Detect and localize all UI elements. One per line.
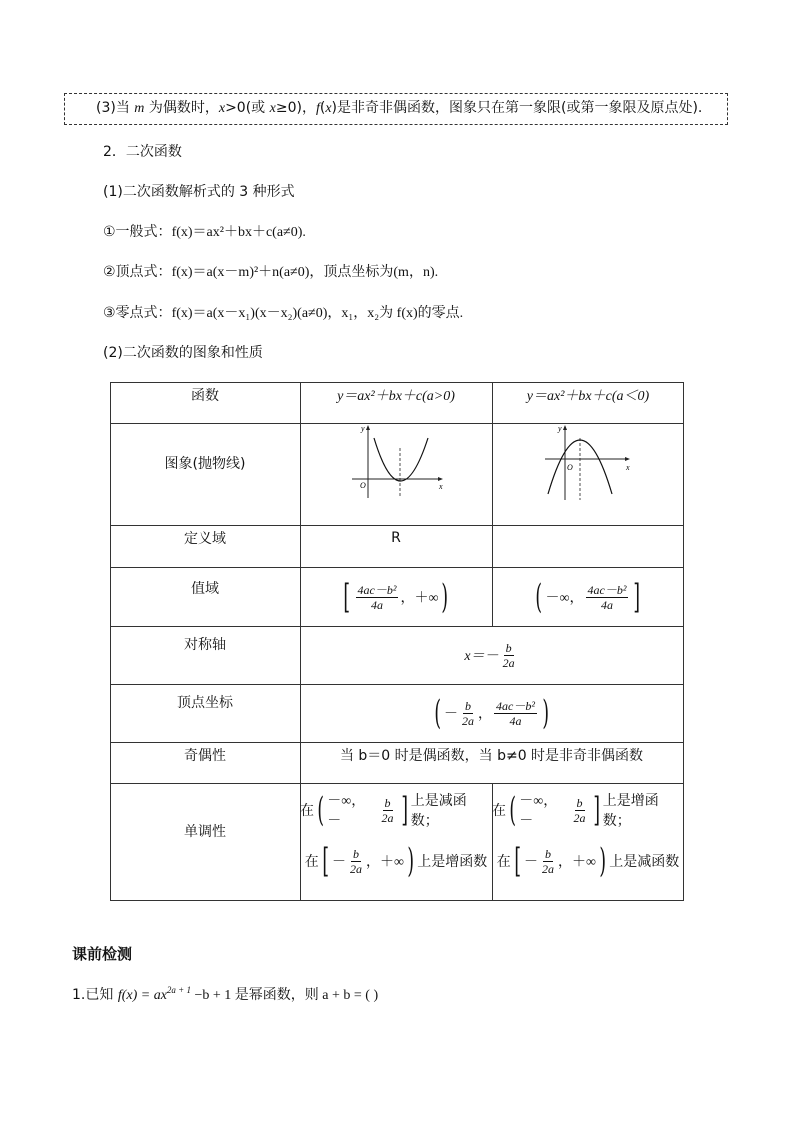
axis-value: x＝－ $\frac{b}{2a}$ xyxy=(464,640,515,670)
quadratic-table xyxy=(110,382,684,901)
mono-neg-increasing: 在 ( －∞，－ $\frac{b}{2a}$ ] 上是增函数； xyxy=(492,790,659,830)
mono-pos-decreasing: 在 ( －∞，－ $\frac{b}{2a}$ ] 上是减函数； xyxy=(300,790,467,830)
graph1-y-label: y xyxy=(361,424,365,433)
graph2-x-label: x xyxy=(626,463,630,472)
row-label-mono: 单调性 xyxy=(184,824,226,840)
form-vertex: ②顶点式：f(x)＝a(x－m)²＋n(a≠0)，顶点坐标为(m，n). xyxy=(103,264,439,280)
row-label-parity: 奇偶性 xyxy=(184,748,226,764)
parity-value: 当 b＝0 时是偶函数，当 b≠0 时是非奇非偶函数 xyxy=(339,748,644,764)
section-heading: 2．二次函数 xyxy=(103,144,182,160)
vertex-value: ( － $\frac{b}{2a}$ ， $\frac{\text{4ac－b²}}{4a}$ ) xyxy=(434,693,549,733)
row-label-range: 值域 xyxy=(191,581,219,597)
row-label-axis: 对称轴 xyxy=(184,637,226,653)
parabola-up-graph xyxy=(350,424,450,504)
header-neg: y＝ax²＋bx＋c(a＜0) xyxy=(526,389,650,404)
mono-neg-decreasing: 在 [ － $\frac{b}{2a}$ ，＋∞ ) 上是减函数 xyxy=(496,841,680,881)
header-pos: y＝ax²＋bx＋c(a>0) xyxy=(337,389,455,404)
row-label-graph: 图象(抛物线) xyxy=(164,456,246,472)
mono-pos-increasing: 在 [ － $\frac{b}{2a}$ ，＋∞ ) 上是增函数 xyxy=(304,841,488,881)
row-label-domain: 定义域 xyxy=(184,531,226,547)
domain-value: R xyxy=(391,530,401,546)
form-zero: ③零点式：f(x)＝a(x－x₁)(x－x₂)(a≠0)，x₁，x₂为 f(x)的零点. xyxy=(103,305,464,321)
row-label-vertex: 顶点坐标 xyxy=(177,695,233,711)
form-general: ①一般式：f(x)＝ax²＋bx＋c(a≠0). xyxy=(103,224,306,240)
graph1-origin-label: O xyxy=(360,481,366,490)
graph2-y-label: y xyxy=(558,424,562,433)
question-1: 1.已知 $f(x) = ax^{2a + 1} -b + 1$ 是幂函数，则 a + b = ( ) xyxy=(72,985,379,1003)
graph1-x-label: x xyxy=(439,482,443,491)
parabola-down-graph xyxy=(543,424,643,504)
header-function: 函数 xyxy=(191,388,219,404)
subsection-graph: (2)二次函数的图象和性质 xyxy=(103,345,263,361)
pretest-title: 课前检测 xyxy=(72,945,133,963)
range-negative: ( －∞， $\frac{\text{4ac－b²}}{4a}$ ] xyxy=(535,577,641,617)
graph2-origin-label: O xyxy=(567,463,573,472)
note-text: (3)当 m 为偶数时，x>0(或 x≥0)，f(x)是非奇非偶函数，图象只在第一象限(或第一象限及原点处). xyxy=(96,100,703,116)
range-positive: [ $\frac{\text{4ac－b²}}{4a}$ ，＋∞ ) xyxy=(343,577,449,617)
subsection-forms: (1)二次函数解析式的 3 种形式 xyxy=(103,184,295,200)
